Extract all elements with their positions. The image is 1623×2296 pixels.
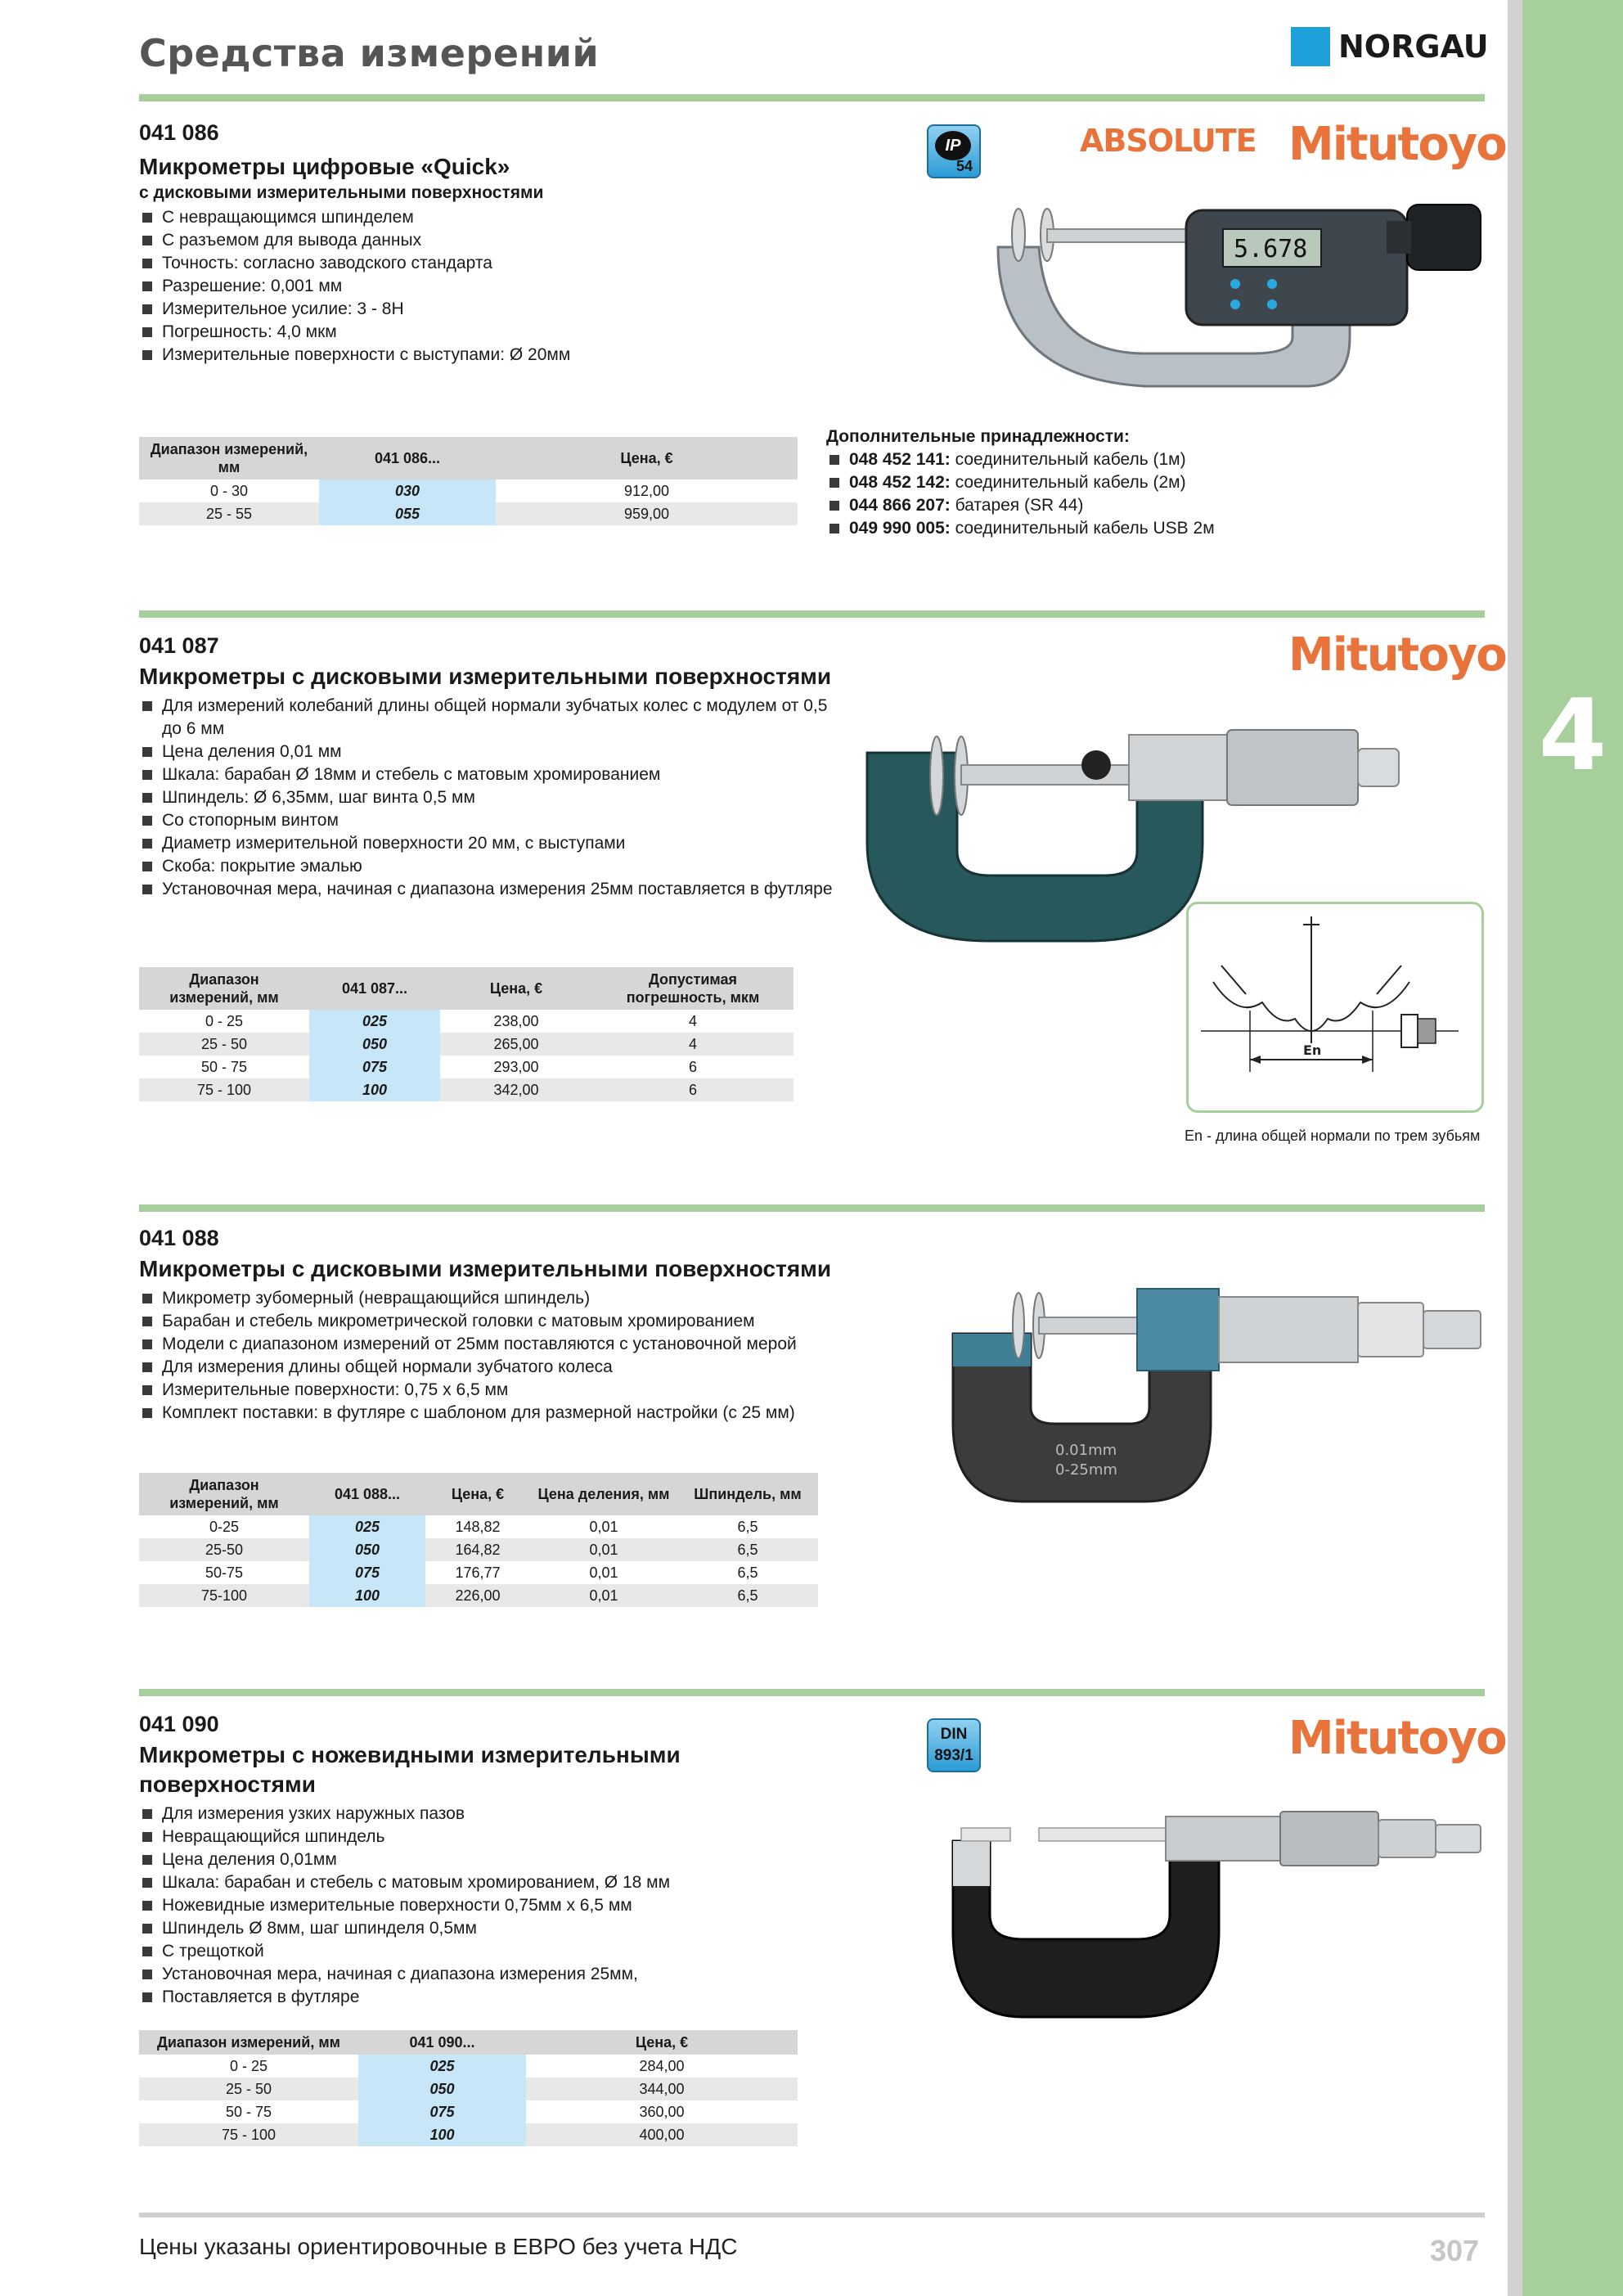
article-number: 041 090 <box>139 1712 219 1736</box>
list-item: Модели с диапазоном измерений от 25мм поставляются с установочной мерой <box>139 1333 875 1356</box>
page-number: 307 <box>1430 2234 1480 2267</box>
diagram-caption: En - длина общей нормали по трем зубьям <box>1185 1128 1481 1144</box>
blade-micrometer-image <box>941 1808 1489 2021</box>
accessories-heading: Дополнительные принадлежности: <box>826 427 1130 446</box>
list-item: Шкала: барабан Ø 18мм и стебель с матовым хромированием <box>139 763 843 786</box>
list-item: Для измерения узких наружных пазов <box>139 1803 810 1826</box>
accessory-item: 048 452 142: соединительный кабель (2м) <box>826 471 1215 494</box>
table-row: 25 - 50 050 344,00 <box>139 2078 798 2100</box>
list-item: Барабан и стебель микрометрической головки с матовым хромированием <box>139 1310 875 1333</box>
list-item: С разъемом для вывода данных <box>139 229 810 252</box>
ip54-badge: IP 54 <box>927 124 981 178</box>
section-subtitle: с дисковыми измерительными поверхностями <box>139 183 544 202</box>
table-row: 75 - 100 100 400,00 <box>139 2123 798 2146</box>
article-number: 041 087 <box>139 633 219 658</box>
list-item: Измерительные поверхности с выступами: Ø 20мм <box>139 344 810 367</box>
mitutoyo-logo: Mitutoyo <box>1288 628 1506 682</box>
list-item: Для измерения длины общей нормали зубчатого колеса <box>139 1356 875 1379</box>
accessory-item: 049 990 005: соединительный кабель USB 2м <box>826 517 1215 540</box>
list-item: Точность: согласно заводского стандарта <box>139 252 810 275</box>
table-row: 50 - 75 075 293,00 6 <box>139 1056 794 1078</box>
table-row: 0 - 25 025 238,00 4 <box>139 1010 794 1033</box>
logo-square-icon <box>1291 27 1330 66</box>
list-item: Поставляется в футляре <box>139 1986 810 2009</box>
table-row: 25 - 55 055 959,00 <box>139 502 798 525</box>
page-title: Средства измерений <box>139 31 600 75</box>
list-item: Цена деления 0,01 мм <box>139 741 843 763</box>
table-row: 0-25 025 148,82 0,01 6,5 <box>139 1515 818 1538</box>
list-item: Погрешность: 4,0 мкм <box>139 321 810 344</box>
list-item: Шпиндель Ø 8мм, шаг шпинделя 0,5мм <box>139 1917 810 1940</box>
svg-text:0-25mm: 0-25mm <box>1055 1461 1117 1479</box>
feature-list <box>139 695 843 901</box>
accessory-item: 044 866 207: батарея (SR 44) <box>826 494 1215 517</box>
section-title: Микрометры с ножевидными измерительными поверхностями <box>139 1742 681 1797</box>
accessories-block <box>826 427 1215 540</box>
digital-micrometer-image <box>982 190 1489 403</box>
list-item: Микрометр зубомерный (невращающийся шпиндель) <box>139 1287 875 1310</box>
table-row: 0 - 30 030 912,00 <box>139 479 798 502</box>
feature-list <box>139 1287 875 1425</box>
list-item: Измерительное усилие: 3 - 8Н <box>139 298 810 321</box>
table-row: 75-100 100 226,00 0,01 6,5 <box>139 1584 818 1607</box>
list-item: С невращающимся шпинделем <box>139 206 810 229</box>
section-title: Микрометры с дисковыми измерительными поверхностями <box>139 1256 832 1281</box>
list-item: Для измерений колебаний длины общей нормали зубчатых колес с модулем от 0,5 до 6 мм <box>139 695 843 741</box>
brand-name: NORGAU <box>1338 29 1489 65</box>
price-table: Диапазон измерений, мм 041 090... Цена, € 0 - 25 025 284,00 25 - 50 050 344,00 50 - 75 075 360,00 75 - 100 100 400,00 <box>139 2030 798 2146</box>
norgau-logo <box>1291 27 1489 66</box>
list-item: Установочная мера, начиная с диапазона измерения 25мм, <box>139 1963 810 1986</box>
price-table: Диапазон измерений, мм 041 086... Цена, € 0 - 30 030 912,00 25 - 55 055 959,00 <box>139 437 798 525</box>
side-bar-gray <box>1508 0 1522 2296</box>
list-item: Шпиндель: Ø 6,35мм, шаг винта 0,5 мм <box>139 786 843 809</box>
list-item: Шкала: барабан и стебель с матовым хромированием, Ø 18 мм <box>139 1871 810 1894</box>
chapter-number: 4 <box>1538 679 1607 793</box>
section-divider <box>139 1689 1485 1696</box>
accessory-item: 048 452 141: соединительный кабель (1м) <box>826 448 1215 471</box>
table-row: 50-75 075 176,77 0,01 6,5 <box>139 1561 818 1584</box>
footer-divider <box>139 2213 1485 2217</box>
feature-list <box>139 206 810 367</box>
side-bar-green <box>1522 0 1623 2296</box>
feature-list <box>139 1803 810 2009</box>
section-divider <box>139 1204 1485 1212</box>
table-row: 50 - 75 075 360,00 <box>139 2100 798 2123</box>
table-row: 25-50 050 164,82 0,01 6,5 <box>139 1538 818 1561</box>
gear-measurement-diagram <box>1186 902 1484 1113</box>
list-item: С трещоткой <box>139 1940 810 1963</box>
list-item: Скоба: покрытие эмалью <box>139 855 843 878</box>
svg-text:5.678: 5.678 <box>1234 235 1308 263</box>
table-row: 25 - 50 050 265,00 4 <box>139 1033 794 1056</box>
din-893-badge: DIN 893/1 <box>927 1718 981 1772</box>
list-item: Диаметр измерительной поверхности 20 мм, с выступами <box>139 832 843 855</box>
mitutoyo-logo: Mitutoyo <box>1288 118 1506 171</box>
section-title: Микрометры с дисковыми измерительными поверхностями <box>139 664 832 689</box>
price-table: Диапазон измерений, мм 041 087... Цена, € Допустимая погрешность, мкм 0 - 25 025 238,00 4 25 - 50 050 265,00 4 50 - 75 075 293,00 6 75 - 100 100 342,00 6 <box>139 967 794 1101</box>
section-title: Микрометры цифровые «Quick» <box>139 154 510 179</box>
section-divider <box>139 94 1485 101</box>
list-item: Ножевидные измерительные поверхности 0,75мм х 6,5 мм <box>139 1894 810 1917</box>
mitutoyo-logo: Mitutoyo <box>1288 1712 1506 1765</box>
list-item: Комплект поставки: в футляре с шаблоном для размерной настройки (с 25 мм) <box>139 1402 875 1425</box>
table-row: 75 - 100 100 342,00 6 <box>139 1078 794 1101</box>
price-table: Диапазон измерений, мм 041 088... Цена, € Цена деления, мм Шпиндель, мм 0-25 025 148,82 0,01 6,5 25-50 050 164,82 0,01 6,5 50-75 075 176,77 0,01 6,5 75-100 100 226,00 0,01 6,5 <box>139 1473 818 1607</box>
list-item: Со стопорным винтом <box>139 809 843 832</box>
svg-text:En: En <box>1303 1042 1322 1058</box>
article-number: 041 088 <box>139 1226 219 1250</box>
svg-text:0.01mm: 0.01mm <box>1055 1442 1117 1459</box>
table-row: 0 - 25 025 284,00 <box>139 2055 798 2078</box>
article-number: 041 086 <box>139 120 219 145</box>
gear-tooth-micrometer-image <box>941 1285 1489 1506</box>
footer-note: Цены указаны ориентировочные в ЕВРО без учета НДС <box>139 2234 738 2259</box>
list-item: Измерительные поверхности: 0,75 х 6,5 мм <box>139 1379 875 1402</box>
list-item: Цена деления 0,01мм <box>139 1848 810 1871</box>
absolute-logo: ABSOLUTE <box>1080 123 1257 159</box>
list-item: Разрешение: 0,001 мм <box>139 275 810 298</box>
section-divider <box>139 610 1485 618</box>
list-item: Невращающийся шпиндель <box>139 1826 810 1848</box>
list-item: Установочная мера, начиная с диапазона измерения 25мм поставляется в футляре <box>139 878 843 901</box>
gear-teeth-drawing <box>1189 904 1481 1110</box>
